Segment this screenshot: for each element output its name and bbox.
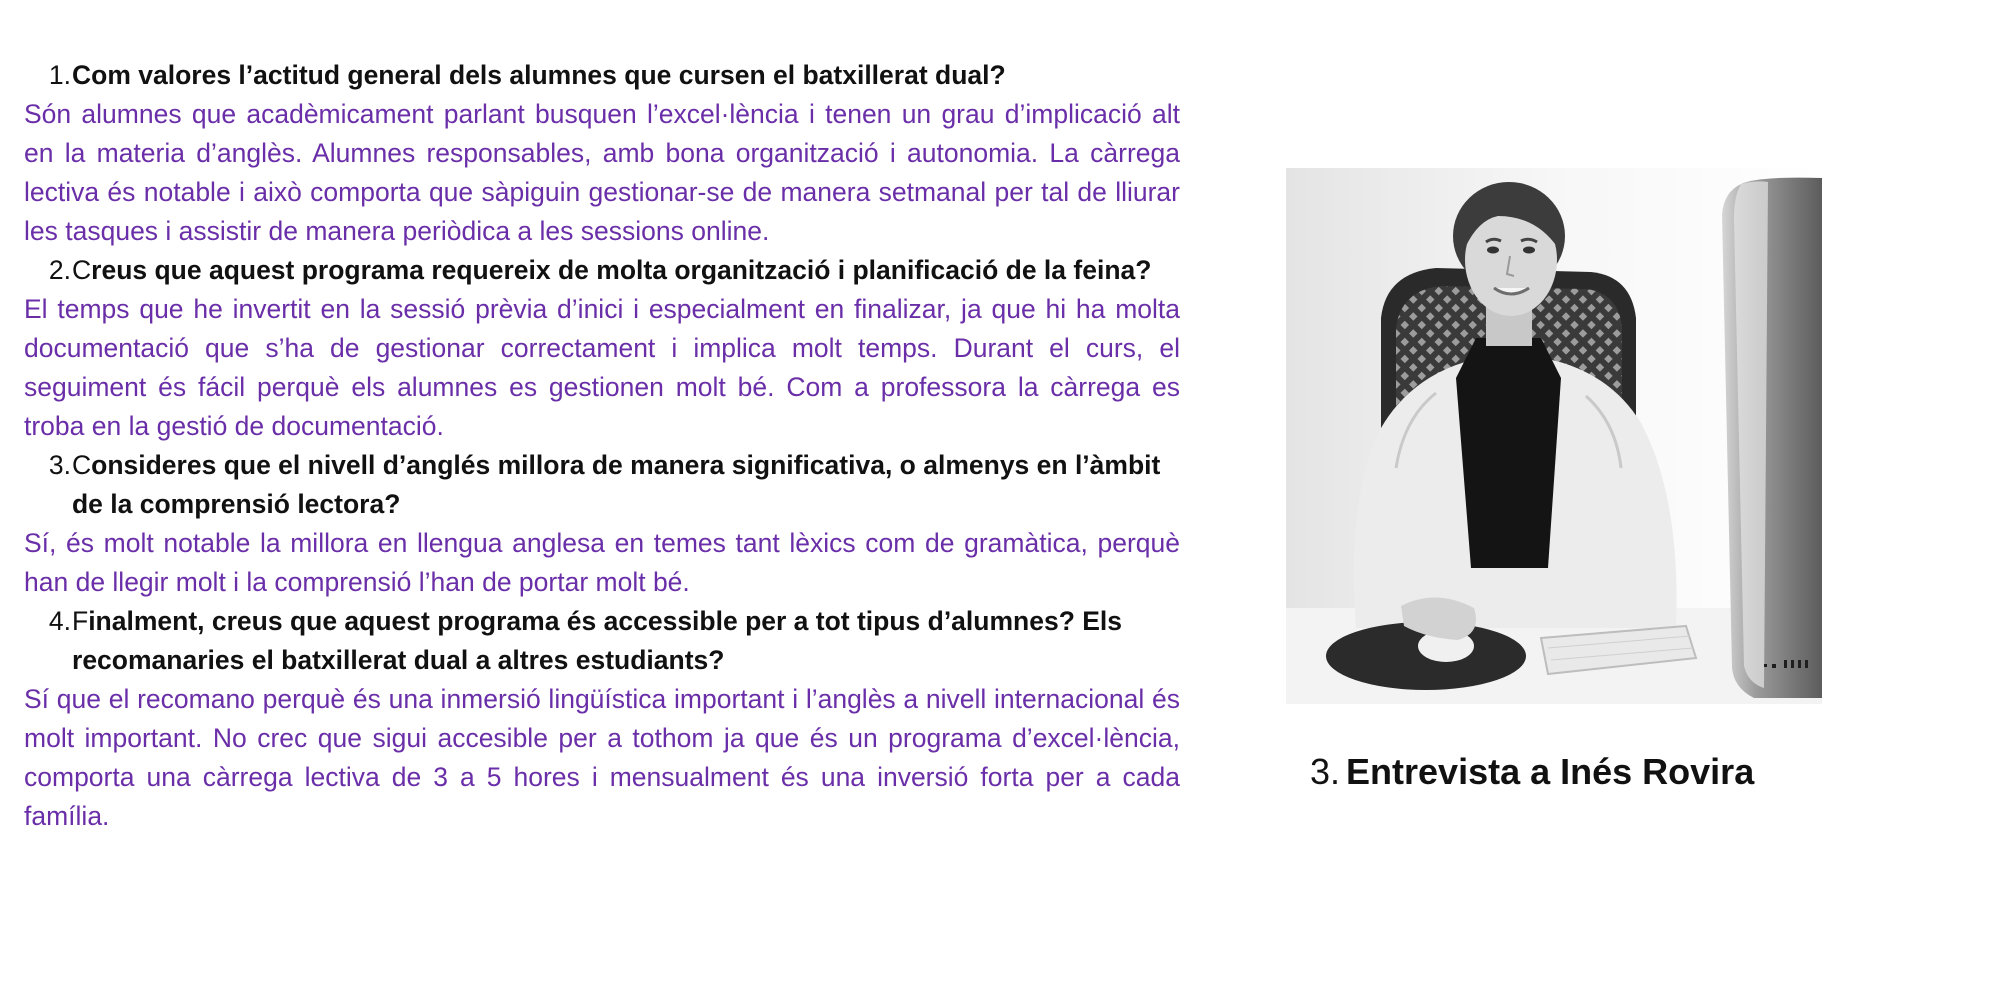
portrait-illustration bbox=[1286, 168, 1822, 704]
question-body: reus que aquest programa requereix de molta organització i planificació de la feina? bbox=[91, 255, 1152, 285]
answer-3: Sí, és molt notable la millora en llengua anglesa en temes tant lèxics com de gramàtica, perquè han de llegir molt i la comprensió l’han de portar molt bé. bbox=[24, 528, 1180, 597]
question-text bbox=[72, 602, 1180, 680]
question-body: onsideres que el nivell d’anglés millora de manera significativa, o almenys en l’àmbit de la comprensió lectora? bbox=[72, 450, 1161, 519]
question-1 bbox=[24, 56, 1180, 95]
question-initial: C bbox=[72, 255, 92, 285]
question-body: inalment, creus que aquest programa és accessible per a tot tipus d’alumnes? Els recomanaries el batxillerat dual a altres estudiants? bbox=[72, 606, 1123, 675]
question-text bbox=[72, 56, 1180, 95]
question-initial: C bbox=[72, 450, 92, 480]
section-title: Entrevista a Inés Rovira bbox=[1346, 751, 1755, 792]
question-initial: F bbox=[72, 606, 89, 636]
question-number: 3. bbox=[48, 450, 71, 480]
question-number: 4. bbox=[48, 606, 71, 636]
question-text bbox=[72, 446, 1180, 524]
answer-1: Són alumnes que acadèmicament parlant busquen l’excel·lència i tenen un grau d’implicació alt en la materia d’anglès. Alumnes responsables, amb bona organització i autonomia. La càrrega lectiva és notable i això comporta que sàpiguin gestionar-se de manera setmanal per tal de lliurar les tasques i assistir de manera periòdica a les sessions online. bbox=[24, 99, 1180, 246]
section-heading bbox=[1310, 748, 1754, 796]
question-2 bbox=[24, 251, 1180, 290]
answer-2: El temps que he invertit en la sessió prèvia d’inici i especialment en finalizar, ja que hi ha molta documentació que s’ha de gestionar correctament i implica molt temps. Durant el curs, el seguiment és fácil perquè els alumnes es gestionen molt bé. Com a professora la càrrega es troba en la gestió de documentació. bbox=[24, 294, 1180, 441]
interview-qa-list bbox=[24, 56, 1180, 836]
interviewee-photo bbox=[1286, 168, 1822, 704]
question-4 bbox=[24, 602, 1180, 680]
question-number: 2. bbox=[48, 255, 71, 285]
question-3 bbox=[24, 446, 1180, 524]
section-number: 3. bbox=[1310, 751, 1341, 792]
question-number: 1. bbox=[48, 60, 71, 90]
answer-4: Sí que el recomano perquè és una inmersió lingüística important i l’anglès a nivell internacional és molt important. No crec que sigui accesible per a tothom ja que és un programa d’excel·lència, comporta una càrrega lectiva de 3 a 5 hores i mensualment és una inversió forta per a cada família. bbox=[24, 684, 1180, 831]
question-text bbox=[72, 251, 1180, 290]
question-body: Com valores l’actitud general dels alumnes que cursen el batxillerat dual? bbox=[72, 60, 1006, 90]
